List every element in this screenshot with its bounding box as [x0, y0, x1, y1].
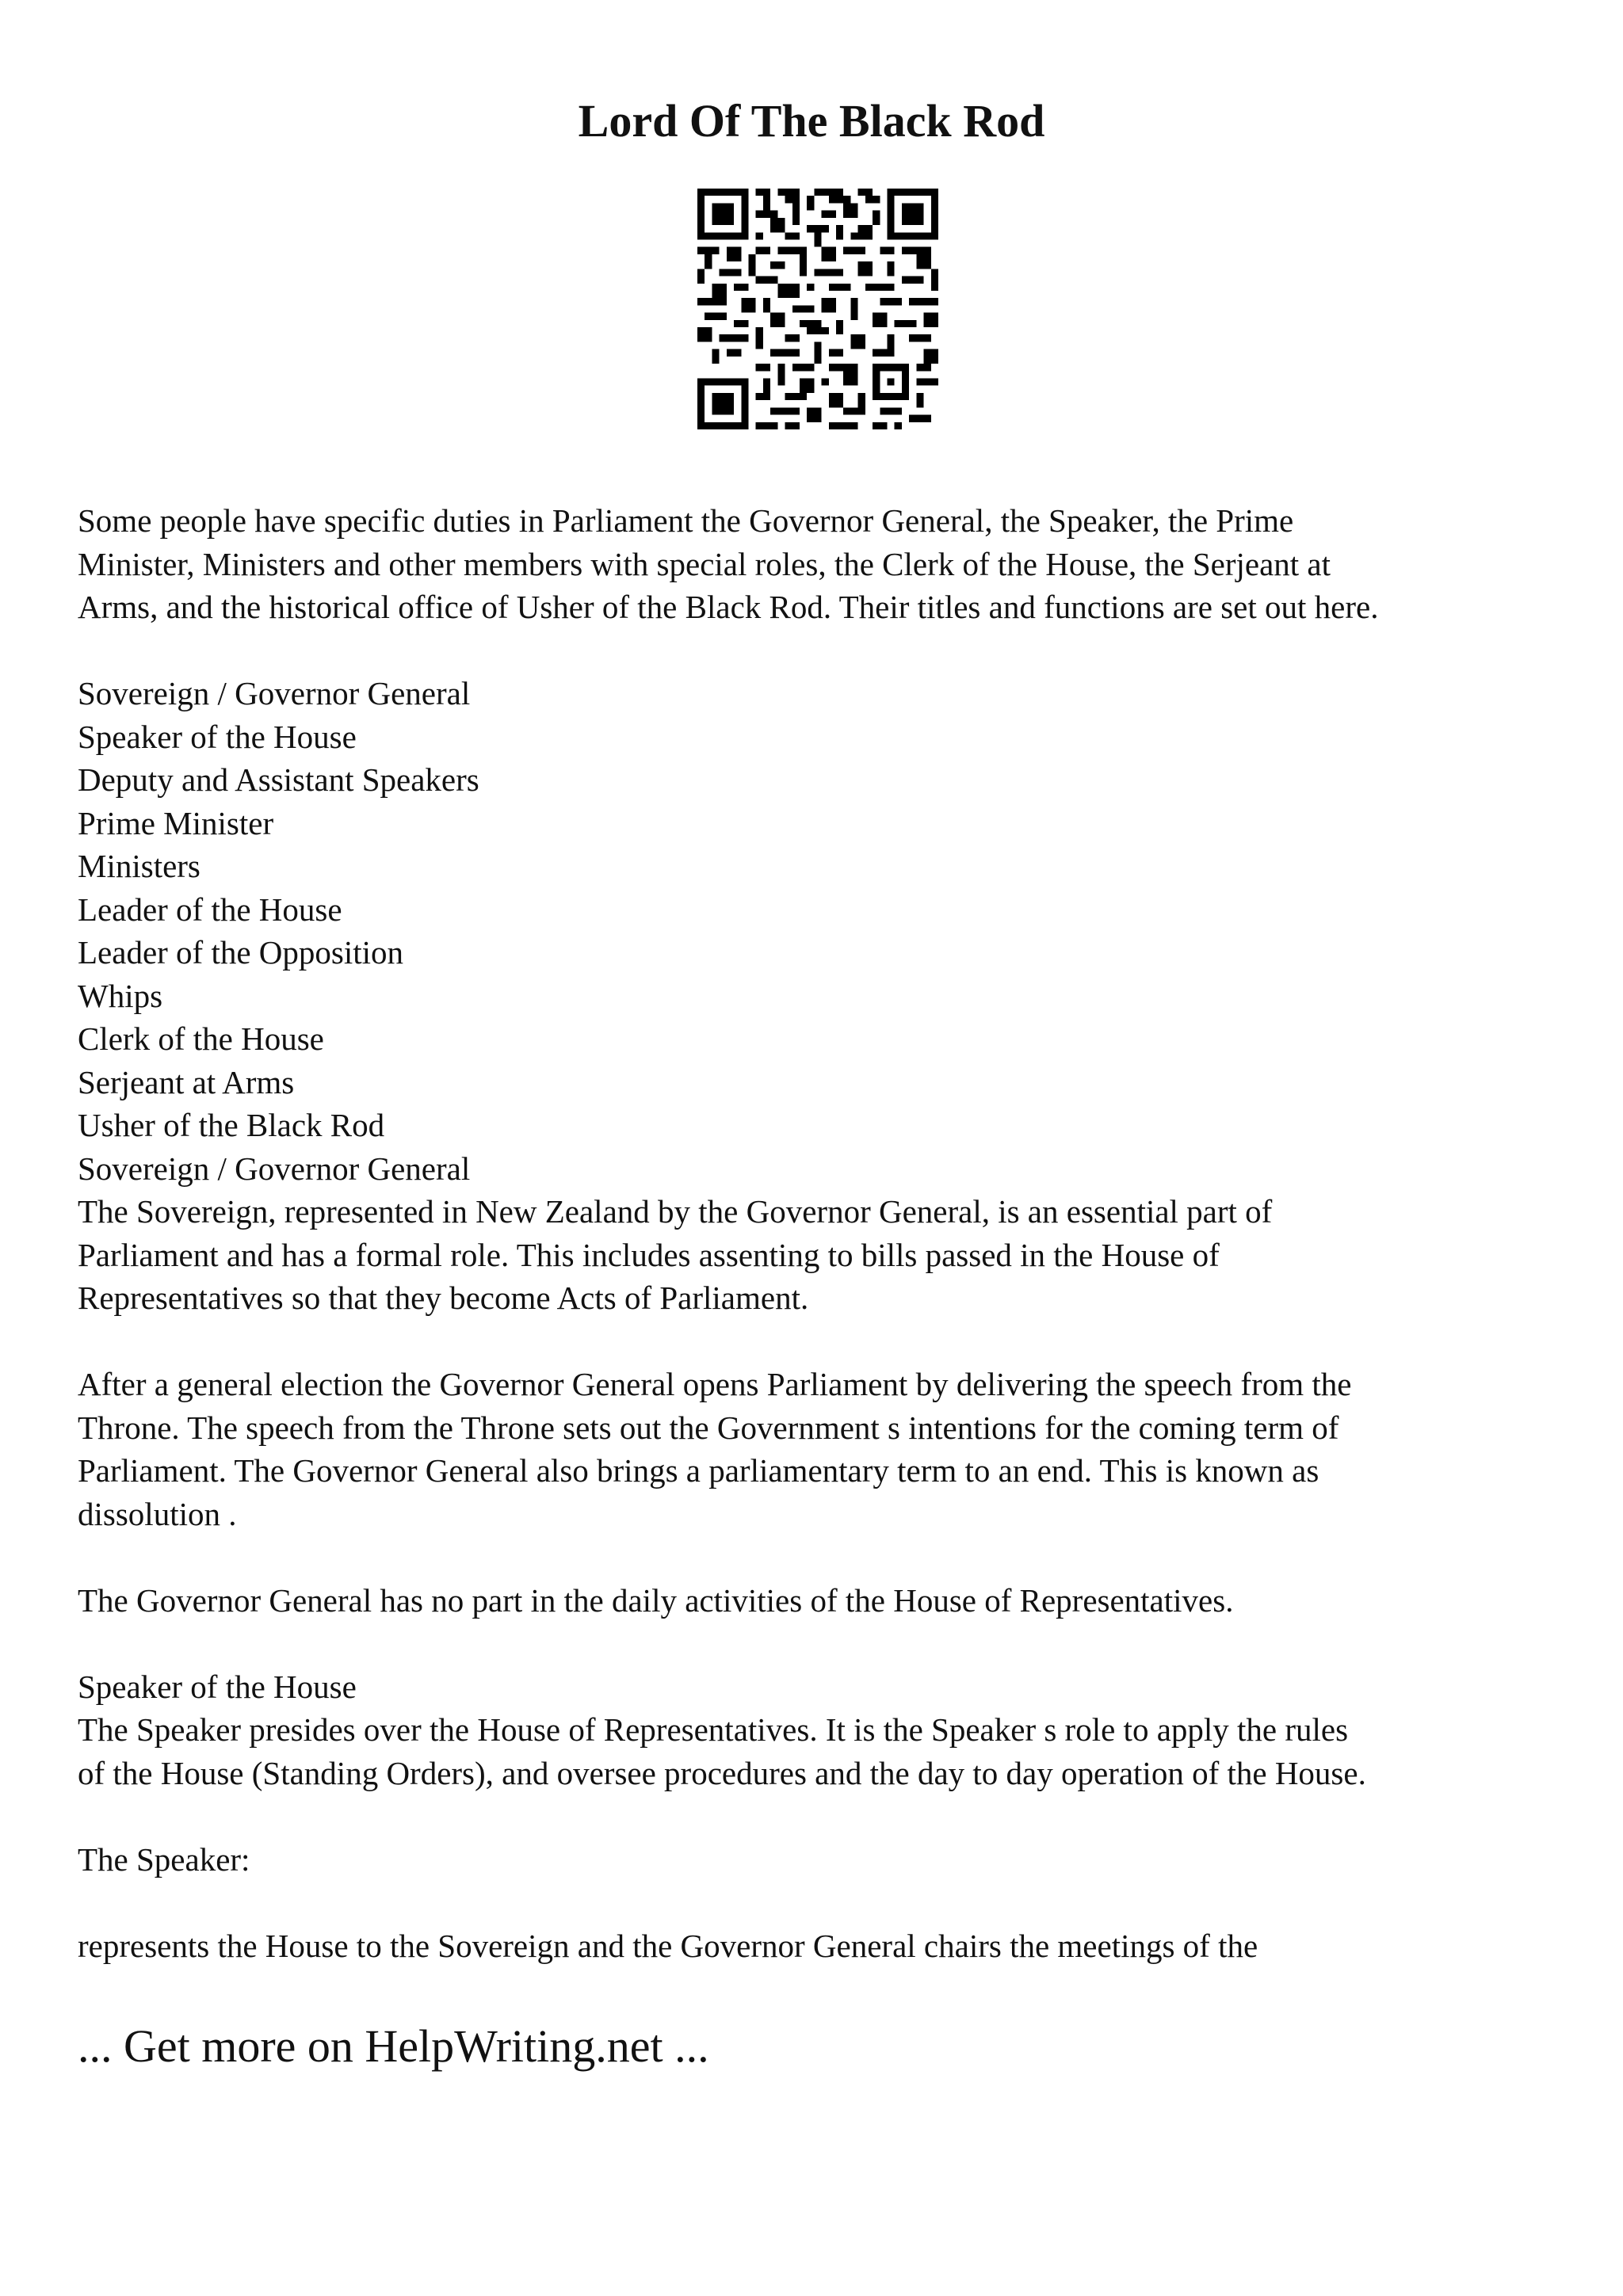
document-title: Lord Of The Black Rod	[578, 95, 1045, 147]
section-heading-sovereign: Sovereign / Governor General	[78, 1150, 471, 1187]
role-list-item: Clerk of the House	[78, 1020, 324, 1057]
document-body	[78, 499, 1583, 1967]
paragraph-line: The Governor General has no part in the daily activities of the House of Representatives.	[78, 1581, 1234, 1619]
role-list-item: Ministers	[78, 848, 200, 884]
role-list-item: Speaker of the House	[78, 718, 357, 755]
paragraph-line: of the House (Standing Orders), and oversee procedures and the day to day operation of the House.	[78, 1754, 1366, 1791]
get-more-link[interactable]: ... Get more on HelpWriting.net ...	[78, 2020, 709, 2072]
paragraph-line: The Speaker:	[78, 1840, 250, 1878]
role-list-item: Deputy and Assistant Speakers	[78, 761, 479, 798]
role-list-item: Leader of the Opposition	[78, 934, 404, 971]
role-list-item: Serjeant at Arms	[78, 1063, 295, 1100]
qr-code	[697, 189, 938, 429]
role-list-item: Sovereign / Governor General	[78, 675, 471, 711]
paragraph-line: Parliament and has a formal role. This includes assenting to bills passed in the House of	[78, 1236, 1220, 1273]
intro-line: Some people have specific duties in Parliament the Governor General, the Speaker, the Prime	[78, 502, 1294, 539]
paragraph-line: Parliament. The Governor General also brings a parliamentary term to an end. This is known as	[78, 1452, 1319, 1489]
intro-line: Arms, and the historical office of Usher of the Black Rod. Their titles and functions are set out here.	[78, 589, 1379, 625]
role-list-item: Usher of the Black Rod	[78, 1107, 385, 1143]
intro-line: Minister, Ministers and other members with special roles, the Clerk of the House, the Serjeant at	[78, 545, 1331, 582]
role-list-item: Leader of the House	[78, 891, 342, 928]
section-heading-speaker: Speaker of the House	[78, 1668, 357, 1705]
paragraph-line: represents the House to the Sovereign and the Governor General chairs the meetings of the	[78, 1927, 1258, 1964]
paragraph-line: The Sovereign, represented in New Zealand by the Governor General, is an essential part of	[78, 1193, 1273, 1230]
paragraph-line: The Speaker presides over the House of Representatives. It is the Speaker s role to apply the rules	[78, 1711, 1349, 1748]
role-list-item: Whips	[78, 977, 163, 1014]
paragraph-line: Representatives so that they become Acts of Parliament.	[78, 1280, 809, 1316]
paragraph-line: Throne. The speech from the Throne sets out the Government s intentions for the coming term of	[78, 1409, 1339, 1446]
role-list-item: Prime Minister	[78, 804, 274, 841]
paragraph-line: dissolution .	[78, 1495, 237, 1532]
paragraph-line: After a general election the Governor General opens Parliament by delivering the speech from the	[78, 1366, 1352, 1402]
